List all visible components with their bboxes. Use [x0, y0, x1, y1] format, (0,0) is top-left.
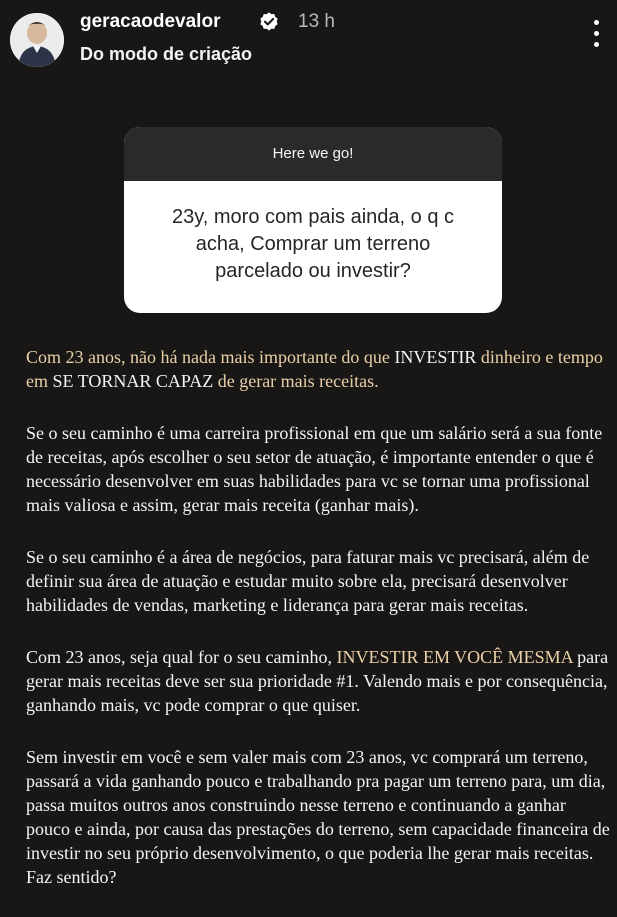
answer-paragraph-1	[26, 345, 610, 393]
avatar[interactable]	[10, 13, 64, 67]
story-header	[0, 0, 617, 76]
question-sticker	[124, 127, 502, 313]
answer-text-segment: de gerar mais receitas.	[213, 371, 379, 391]
answer-text-segment: para gerar mais receitas deve ser sua prioridade #1. Valendo mais e por consequência, ganhando mais, vc pode comprar o que quiser.	[26, 647, 609, 715]
username[interactable]: geracaodevalor	[80, 11, 221, 32]
question-line: 23y, moro com pais ainda, o q c	[172, 206, 454, 228]
answer-paragraph-3: Se o seu caminho é a área de negócios, para faturar mais vc precisará, além de definir sua área de atuação e estudar muito sobre ela, precisará desenvolver habilidades de vendas, marketing e liderança para gerar mais receitas.	[26, 547, 590, 615]
answer-paragraph-4	[26, 645, 610, 717]
answer-highlight: INVESTIR EM VOCÊ MESMA	[336, 647, 573, 667]
verified-badge-icon	[258, 11, 280, 33]
answer-text-segment: dinheiro e tempo em	[26, 347, 603, 391]
answer-text-segment: Com 23 anos, seja qual for o seu caminho,	[26, 647, 337, 667]
story-subtitle: Do modo de criação	[80, 44, 253, 64]
more-vertical-icon[interactable]	[586, 20, 606, 56]
answer-highlight: INVESTIR	[394, 347, 477, 367]
question-line: acha, Comprar um terreno	[195, 233, 431, 255]
post-time: 13 h	[298, 11, 335, 32]
answer-text	[26, 345, 610, 917]
answer-paragraph-2: Se o seu caminho é uma carreira profissional em que um salário será a sua fonte de receitas, após escolher o seu setor de atuação, é importante entender o que é necessário desenvolver em suas habilidades para vc se tornar uma profissional mais valiosa e assim, gerar mais receita (ganhar mais).	[26, 423, 603, 515]
question-text	[124, 181, 502, 313]
answer-text-segment: Com 23 anos, não há nada mais importante do que	[26, 347, 395, 367]
answer-paragraph-5: Sem investir em você e sem valer mais com 23 anos, vc comprará um terreno, passará a vida ganhando pouco e trabalhando pra pagar um terreno para, um dia, passa muitos outros anos construindo nesse terreno e continuando a ganhar pouco e ainda, por causa das prestações do terreno, sem capacidade financeira de investir no seu próprio desenvolvimento, o que poderia lhe gerar mais receitas. Faz sentido?	[26, 747, 610, 887]
question-line: parcelado ou investir?	[215, 260, 411, 282]
avatar-icon	[10, 13, 64, 67]
question-sticker-header: Here we go!	[124, 127, 502, 181]
answer-highlight: SE TORNAR CAPAZ	[52, 371, 214, 391]
